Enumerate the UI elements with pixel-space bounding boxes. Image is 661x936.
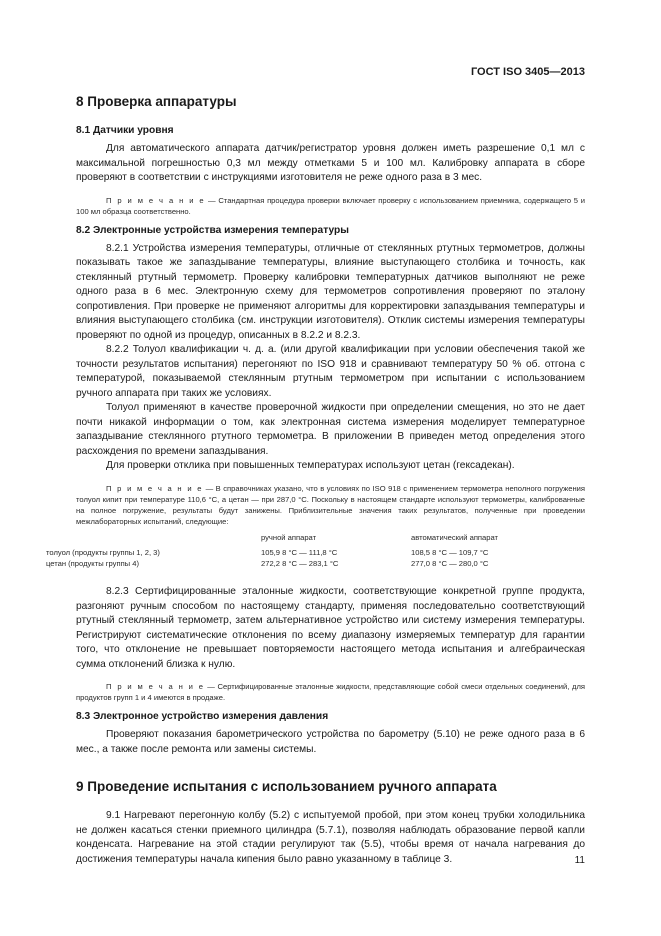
- note-text: — Сертифицированные эталонные жидкости, представляющие собой смеси отдельных соединений, для продуктов групп 1 и 4 имеются в продаже.: [76, 682, 585, 702]
- paragraph-toluene: Толуол применяют в качестве проверочной жидкости при определении смещения, но это не дает почти никакой информации о том, как электронная система измерения моделирует температурное запаздывание стеклянного ртутного термометра. В приложении В приведен метод определения этого расхождения по времени запаздывания.: [76, 402, 585, 457]
- paragraph-8-2-2: 8.2.2 Толуол квалификации ч. д. а. (или другой квалификации при условии обеспечения такой же точности результатов испытания) перегоняют по ISO 918 и сравнивают температуру 50 % об. отгона с температурой, показываемой стеклянным ртутным термометром при испытании с использованием ручного аппарата при таких же условиях.: [76, 344, 585, 399]
- page-content: [46, 94, 586, 867]
- page-number: 11: [574, 855, 585, 866]
- subsection-8-1-text: Для автоматического аппарата датчик/регистратор уровня должен иметь разрешение 0,1 мл с максимальной погрешностью 0,3 мл между отметками 5 и 100 мл. Калибровку аппарата в сборе проверяют в соответствии с инструкциями изготовителя не реже одного раза в 3 мес.: [76, 143, 585, 183]
- table-cell: 272,2 8 °С — 283,1 °С: [261, 558, 339, 568]
- table-cell: 105,9 8 °С — 111,8 °С: [261, 548, 338, 557]
- table-cell: 277,0 8 °С — 280,0 °С: [411, 558, 489, 568]
- paragraph-8-2-3: 8.2.3 Сертифицированные эталонные жидкости, соответствующие конкретной группе продукта, разгоняют ручным способом по настоящему стандарту, применяя последовательно соответствующий ртутный стеклянный термометр, затем альтернативное устройство или систему измерения температуры. Регистрируют систематические отклонения по всему диапазону измеряемых температур для гарантии того, что отклонение не превышает повторяемости настоящего метода испытания и алгебраическая сумма отклонений близка к нулю.: [76, 586, 585, 670]
- table-cell: толуол (продукты группы 1, 2, 3): [46, 548, 160, 557]
- table-header-cell: ручной аппарат: [261, 532, 317, 542]
- note-8-2: [76, 483, 585, 527]
- table-header-cell: [46, 533, 261, 544]
- table-header-row: [46, 533, 555, 544]
- table-cell: 108,5 8 °С — 109,7 °С: [411, 548, 489, 557]
- note-8-1: [76, 195, 585, 217]
- document-header: ГОСТ ISO 3405—2013: [470, 66, 585, 78]
- table-row: [46, 548, 555, 559]
- paragraph-8-2-1: 8.2.1 Устройства измерения температуры, отличные от стеклянных ртутных термометров, должны показывать такое же запаздывание температуры, влияние выступающего столбика и точность, как стеклянный ртутный термометр. Проверку калибровки температурных датчиков выполняют не реже одного раза в 6 мес. Электронную схему для термометров сопротивления проверяют по эталону сопротивления. При проверке не применяют алгоритмы для корректировки запаздывания температуры и влияния выступающего столбика (см. инструкции изготовителя). Отклик системы измерения температуры проверяют по одной из процедур, описанных в 8.2.2 и 8.2.3.: [76, 242, 585, 341]
- subsection-8-1-title: 8.1 Датчики уровня: [76, 125, 174, 136]
- note-8-2-3: [76, 681, 585, 703]
- table-header-cell: автоматический аппарат: [411, 532, 499, 542]
- note-label: П р и м е ч а н и е: [106, 682, 205, 691]
- note-text: — В справочниках указано, что в условиях по ISO 918 с применением термометра неполного погружения толуол кипит при температуре 110,6 °С, а цетан — при 287,0 °С. Поскольку в настоящем стандарте используют термометры, калиброванные на полное погружение, результаты будут занижены. Приблизительные значения таких результатов, полученные при проведении межлабораторных испытаний, следующие:: [76, 483, 586, 526]
- note-text: — Стандартная процедура проверки включает проверку с использованием приемника, содержащего 5 и 100 мл образца соответственно.: [76, 195, 586, 216]
- note-label: П р и м е ч а н и е: [106, 195, 206, 205]
- section-9-title: 9 Проведение испытания с использованием ручного аппарата: [76, 779, 497, 794]
- subsection-8-2-title: 8.2 Электронные устройства измерения температуры: [76, 224, 349, 236]
- section-8-title: 8 Проверка аппаратуры: [76, 94, 237, 109]
- subsection-8-3-text: Проверяют показания барометрического устройства по барометру (5.10) не реже одного раза в 6 мес., а также после ремонта или замены системы.: [76, 729, 585, 755]
- temperature-table: [46, 533, 555, 570]
- note-label: П р и м е ч а н и е: [106, 483, 204, 493]
- paragraph-9-1: 9.1 Нагревают перегонную колбу (5.2) с испытуемой пробой, при этом конец трубки холодильника не должен касаться стенки приемного цилиндра (5.7.1), позволяя наблюдать образование первой капли конденсата. Нагревание на этой стадии регулируют так (5.5), чтобы время от начала нагревания до достижения температуры начала кипения было равно указанному в таблице 3.: [76, 810, 585, 865]
- table-row: [46, 559, 555, 570]
- subsection-8-3-title: 8.3 Электронное устройство измерения давления: [76, 711, 329, 722]
- paragraph-cetane: Для проверки отклика при повышенных температурах используют цетан (гексадекан).: [106, 460, 515, 471]
- table-cell: цетан (продукты группы 4): [46, 558, 140, 568]
